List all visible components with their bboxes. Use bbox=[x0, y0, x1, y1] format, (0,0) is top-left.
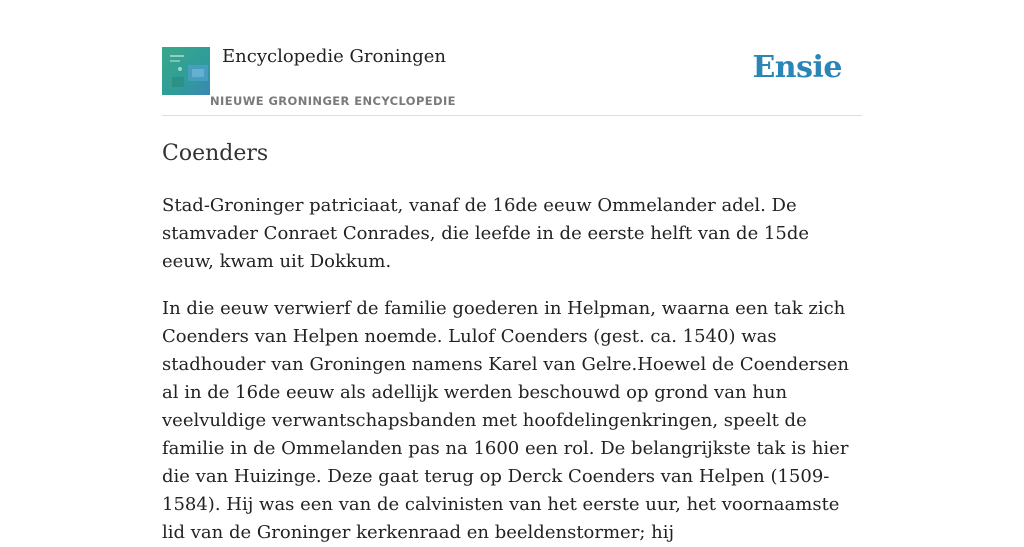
article-paragraph-2: In die eeuw verwierf de familie goederen in Helpman, waarna een tak zich Coenders van Helpen noemde. Lulof Coenders (gest. ca. 1540) was stadhouder van Groningen namens Karel van Gelre.Hoewel de Coendersen al in de 16de eeuw als adellijk werden beschouwd op grond van hun veelvuldige verwantschapsbanden met hoofdelingenkringen, speelt de familie in de Ommelanden pas na 1600 een rol. De belangrijkste tak is hier die van Huizinge. Deze gaat terug op Derck Coenders van Helpen (1509-1584). Hij was een van de calvinisten van het eerste uur, het voornaamste lid van de Groninger kerkenraad en beeldenstormer; hij bbox=[162, 298, 849, 543]
article-paragraph-1: Stad-Groninger patriciaat, vanaf de 16de eeuw Ommelander adel. De stamvader Conraet Conrades, die leefde in de eerste helft van de 15de eeuw, kwam uit Dokkum. bbox=[162, 195, 810, 272]
source-subtitle: NIEUWE GRONINGER ENCYCLOPEDIE bbox=[210, 94, 456, 108]
content-container bbox=[162, 0, 862, 543]
source-title[interactable]: Encyclopedie Groningen bbox=[222, 46, 447, 67]
ensie-logo-link[interactable]: Ensie bbox=[752, 50, 842, 85]
article-title: Coenders bbox=[162, 141, 269, 166]
source-header bbox=[162, 0, 862, 116]
source-logo-image bbox=[162, 47, 210, 95]
source-logo[interactable] bbox=[162, 47, 210, 95]
